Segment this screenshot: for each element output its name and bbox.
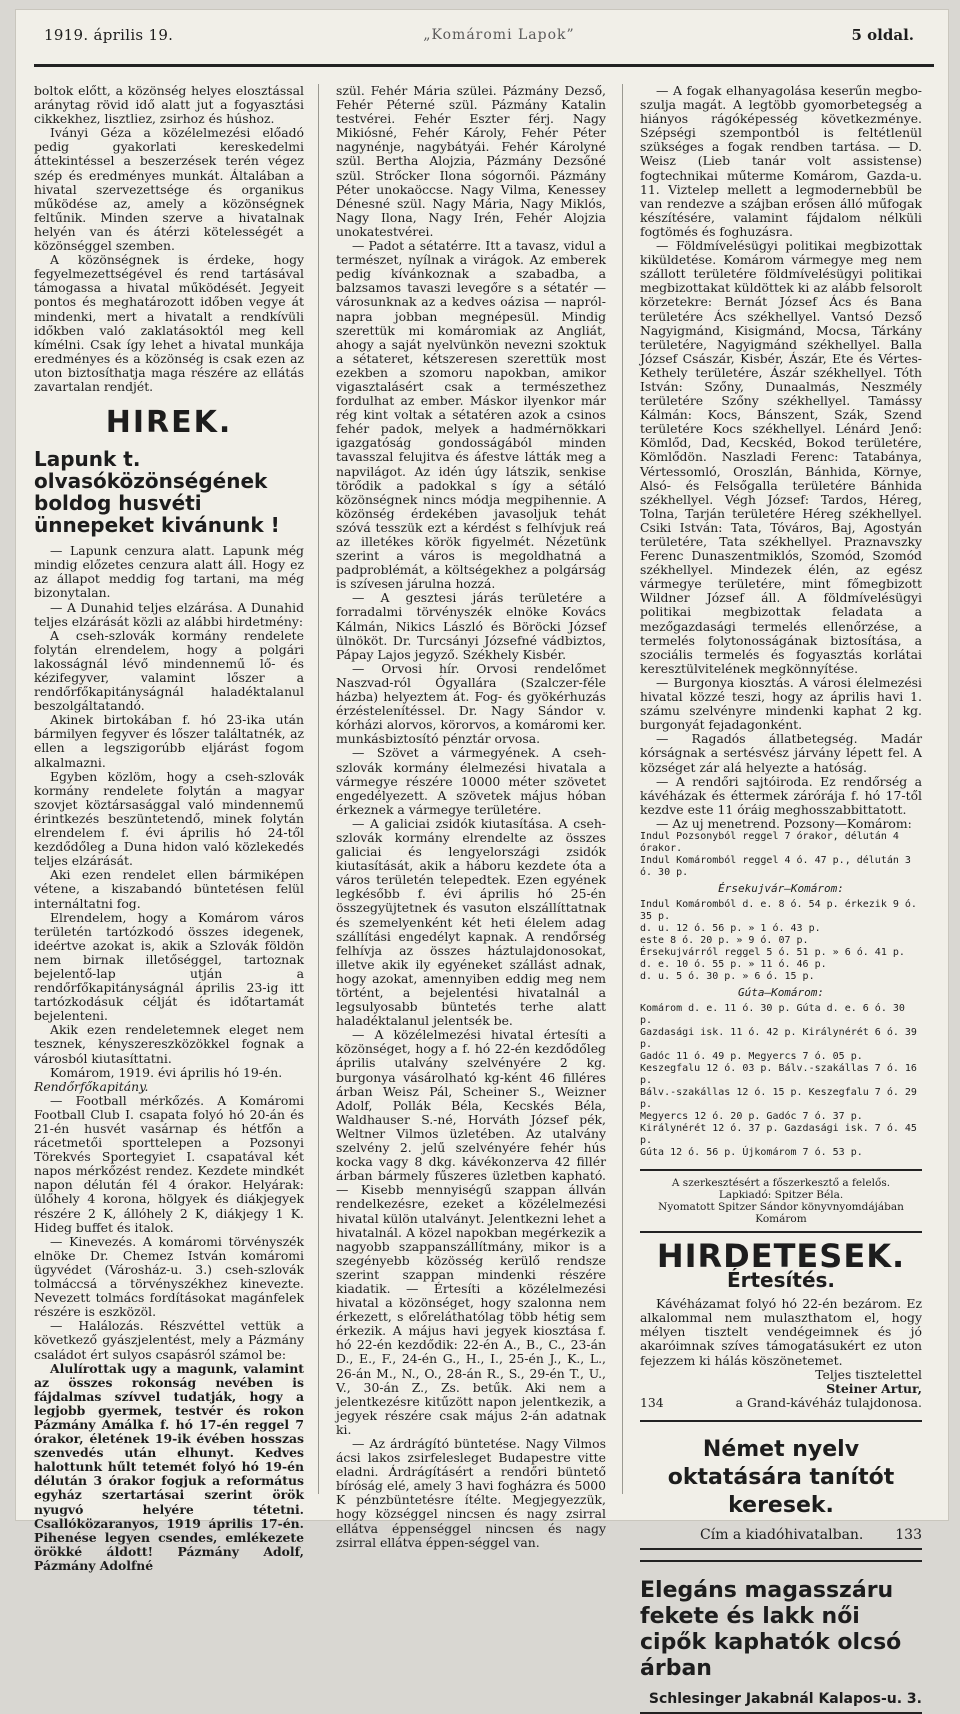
ad-shop: Schlesinger Jakabnál Kalapos-u. 3. [648,1691,922,1707]
paragraph: — A gesztesi járás területére a forradalmi törvényszék elnöke Kovács Kálmán, Nikics László és Böröcki József ülnököt. Dr. Turcsányi Józsefné vádbiztos, Pápay Lajos jegyző. Székhely Kisbér. [336,590,606,662]
paragraph: — Lapunk cenzura alatt. Lapunk még mindig előzetes cenzura alatt áll. Hogy ez az állapot meddig fog tartani, ma még bizonytalan. [34,543,304,601]
timetable-line: Gazdasági isk. 11 ó. 42 p. Királynérét 6 ó. 39 p. [640,1026,917,1050]
imprint-line: Nyomatott Spitzer Sándor könyvnyomdájában Komárom [658,1200,904,1225]
ad-number: 134 [640,1394,664,1410]
notice-heading: Értesítés. [726,1268,836,1293]
ad-teacher [640,1420,922,1550]
easter-greeting: Lapunk t. olvasóközönségének boldog husvéti ünnepeket kivánunk ! [34,447,280,538]
paragraph: — Kinevezés. A komáromi törvényszék elnöke Dr. Chemez István komáromi ügyvédet (Városház-u. 3.) cseh-szlovák tolmáccsá a törvényszékhez kinevezte. Nevezett tolmács fordításokat magánfelek részére is eszközöl. [34,1233,304,1320]
timetable-line: este 8 ó. 20 p. » 9 ó. 07 p. [640,934,809,946]
newspaper-title: „Komáromi Lapok” [423,27,575,43]
timetable-line: d. e. 10 ó. 55 p. » 11 ó. 46 p. [640,958,827,970]
paragraph: — Az árdrágító büntetése. Nagy Vilmos ácsi lakos zsirfelesleget Budapestre vitte eladni. Árdrágításért a rendőri büntető bíróság elé, amely 3 havi fogházra és 5000 K pénzbüntetésre ítélte. Megjegyezzük, hogy községgel nincsen és nagy zsirral ellátva éppenséggel nincsen és nagy zsirral ellátva éppen-séggel van. [336,1436,606,1550]
paragraph: — A galiciai zsidók kiutasítása. A cseh-szlovák kormány elrendelte az összes galiciai és lengyelországi zsidók kiutasítását, akik a háboru kezdete óta a város területén telepedtek. Ezen egyének legkésőbb f. évi április hó 25-én összegyüjtetnek és vasuton elszállíttatnak és szemelyenként két heti élelem adag szállítási engedélyt kapnak. A rendőrség felhívja az összes háztulajdonosokat, illetve akik ily egyéneket szállást adnak, hogy azokat, amennyiben eddig meg nem történt, a bejelentési hivatalnál a legsulyosabb büntetés terhe alatt haladéktalanul jelentsék be. [336,815,606,1029]
paragraph: Alulírottak ugy a magunk, valamint az összes rokonság nevében is fájdalmas szívvel tudatják, hogy a legjobb gyermek, testvér és rokon Pázmány Amálka f. hó 17-én reggel 7 órakor, életének 19-ik évében hosszas szenvedés után elhunyt. Kedves halottunk hűlt tetemét folyó hó 19-én délután 3 órakor fogjuk a református egyház szertartásai szerint örök nyugvó helyére tétetni. Csallóközaranyos, 1919 április 17-én. Pihenése legyen csendes, emlékezete örökké áldott! Pázmány Adolf, Pázmány Adolfné [34,1360,304,1573]
masthead [44,28,914,82]
timetable-line: d. u. 12 ó. 56 p. » 1 ó. 43 p. [640,922,821,934]
paragraph: — Football mérkőzés. A Komáromi Football Club I. csapata folyó hó 20-án és 21-én husvét vasárnap és hétfőn a rácetmetői sporttelepen a Pozsonyi Törekvés Sportegyiet I. csapatával két napos mérkőzést rendez. Kezdete mindkét napon délután fél 4 órakor. Helyárak: ülőhely 4 korona, hölgyek és diákjegyek részére 2 K, állóhely 2 K, diákjegy 1 K. Hideg buffet és italok. [34,1092,304,1235]
paragraph: szül. Fehér Mária szülei. Pázmány Dezső, Fehér Péterné szül. Pázmány Katalin testvérei. Fehér Eszter férj. Nagy Mikiósné, Fehér Károly, Fehér Péter nagynénje, nagybátyái. Fehér Károlyné szül. Bertha Alojzia, Pázmány Dezsőné szül. Strőcker Ilona sógornői. Pázmány Péter unokaöccse. Nagy Vilma, Kenessey Dénesné szül. Nagy Mária, Nagy Miklós, Nagy Ilona, Nagy Irén, Fehér Alojzia unokatestvérei. [336,83,606,239]
paragraph: Egyben közlöm, hogy a cseh-szlovák kormány rendelete folytán a magyar szovjet köztársasággal való mindennemű érintkezés beszüntetendő, minek folytán elrendelem f. évi április hó 24-től kezdődőleg a Duna hidon való közlekedés teljes elzárását. [34,768,304,869]
paragraph: — A rendőri sajtóiroda. Ez rendőrség a kávéházak és éttermek zárórája f. hó 17-től kezdve este 11 óráig meghosszabbittatott. [640,773,922,817]
ad-address: Cím a kiadóhivatalban. [700,1526,864,1543]
ad-headline: Német nyelv oktatására tanítót keresek. [667,1436,895,1518]
paragraph: Akik ezen rendeletemnek eleget nem tesznek, kényszereszközökkel fognak a városból kiutasíttatni. [34,1022,304,1066]
paragraph: A cseh-szlovák kormány rendelete folytán elrendelem, hogy a polgári lakosságnál lévő mindennemű lő- és kézifegyver, valamint lőszer a rendőrfőkapitányságnál haladéktalanul beszolgáltatandó. [34,627,304,714]
timetable-heading: Gúta—Komárom: [737,985,825,999]
paragraph: Aki ezen rendelet ellen bármiképen vétene, a kiszabandó büntetésen felül internáltatni fog. [34,867,304,911]
signoff-row [640,1396,922,1410]
paragraph: boltok előtt, a közönség helyes elosztással aránytag rövid idő alatt jut a fogyasztási cikkekhez, lisztliez, zsirhoz és húshoz. [34,83,304,127]
ad-headline: Elegáns magasszáru fekete és lakk női cipők kaphatók olcsó árban [640,1578,902,1681]
paragraph: Akinek birtokában f. hó 23-ika után bármilyen fegyver és lőszer találtatnék, az ellen a legszigorúbb eljárást fogom alkalmazni. [34,712,304,770]
signoff-line: a Grand-kávéház tulajdonosa. [735,1394,922,1410]
paragraph: Komárom, 1919. évi április hó 19-én. [50,1064,283,1080]
paragraph: A közönségnek is érdeke, hogy fegyelmezettségével és rend tartásával támogassa a hivatal működését. Jegyeit pontos és meghatározott időben vegye át mindenki, mert a hivatalt a rendkívüli időkben való zaklatásoktól meg kell kímélni. Csak így lehet a hivatal munkája eredményes és a közönség is csak ezen az uton biztosíthatja maga részére az ellátás zavartalan rendjét. [34,252,304,394]
newspaper-page [16,10,948,1707]
timetable-line: Királynérét 12 ó. 37 p. Gazdasági isk. 7 ó. 45 p. [640,1122,917,1146]
ad-footer [640,1528,922,1542]
timetable-line: Megyercs 12 ó. 20 p. Gadóc 7 ó. 37 p. [640,1110,863,1122]
timetable-line: Indul Komáromból d. e. 8 ó. 54 p. érkezik 9 ó. 35 p. [640,898,917,922]
timetable-heading: Érsekujvár—Komárom: [718,881,844,895]
paragraph: — A közélelmezési hivatal értesíti a közönséget, hogy a f. hó 22-én kezdődőleg április utalvány szelvényére 2 kg. burgonya vásárolható kg-ként 46 filléres árban Weisz Pál, Scheiner S., Weizner Adolf, Pollák Béla, Kecskés Béla, Waldhauser S.-né, Horváth József pék, Weltner Vilmos üzletében. Az utalvány szelvény 2. jelű szelvényére fehér hús kocka vagy 8 dkg. kávékonzerva 42 fillér árban bármely fűszeres üzletben kapható. — Kisebb mennyiségű szappan állván rendelkezésre, ezeket a közélelmezési hivatal külön utalványt. Jelentkezni lehet a hivatalnál. A közel napokban megérkezik a nagyobb szappanszállítmány, mikor is a szegényebb közösség kerülő rendsze szerint szappan mindenki részére kiadatik. — Értesíti a közélelmezési hivatal a közönséget, hogy szalonna nem érkezett, s előreláthatólag több hétig sem érkezik. A május havi jegyek kiosztása f. hó 22-én kezdődik: 22-én A., B., C., 23-án D., E., F., 24-én G., H., I., 25-én J., K., L., 26-án M., N., O., 28-án R., S., 29-én T., U., V., 30-án Z., Zs. betűk. Aki nem a jelentkezésre kitűzött napon jelentkezik, a jegyek részére csak május 2-án adatnak ki. [336,1027,606,1437]
column-divider [318,84,319,1494]
timetable-line: d. u. 5 ó. 30 p. » 6 ó. 15 p. [640,970,815,982]
column-1 [34,83,304,1573]
paragraph: — Ragadós állatbetegség. Madár kórságnak a sertésvész járvány lépett fel. A községet zár alá helyezte a hatóság. [640,731,922,775]
ad-number: 133 [895,1526,922,1543]
timetable-line: Indul Komáromból reggel 4 ó. 47 p., délután 3 ó. 30 p. [640,854,911,878]
section-heading-hirek: HIREK. [105,405,233,441]
paragraph: — A Dunahid teljes elzárása. A Dunahid teljes elzárását közli az alábbi hirdetmény: [34,599,304,629]
timetable-line: Keszegfalu 12 ó. 03 p. Bálv.-szakállas 7 ó. 16 p. [640,1062,917,1086]
section-heading-hirdetesek: HIRDETESEK. [656,1236,906,1275]
paragraph: — Szövet a vármegyének. A cseh-szlovák kormány élelmezési hivatala a vármegye részére 10000 méter szövetet engedélyezett. A szövetek május hóban érkeznek a vármegye területére. [336,745,606,817]
issue-date: 1919. április 19. [44,26,174,44]
paragraph: — Burgonya kiosztás. A városi élelmezési hivatal közzé teszi, hogy az április havi 1. számu szelvényre mindenki kaphat 2 kg. burgonyát fejadagonként. [640,674,922,733]
page-number: 5 oldal. [851,26,914,44]
paragraph: — Halálozás. Részvéttel vettük a következő gyászjelentést, mely a Pázmány családot ért sulyos csapásról számol be: [34,1318,304,1362]
timetable-line: Komárom d. e. 11 ó. 30 p. Gúta d. e. 6 ó. 30 p. [640,1002,905,1026]
timetable-line: Gadóc 11 ó. 49 p. Megyercs 7 ó. 05 p. [640,1050,863,1062]
masthead-rule [34,64,934,67]
signoff-line: Teljes tisztelettel [815,1366,922,1382]
paragraph: Iványi Géza a közélelmezési előadó pedig gyakorlati kereskedelmi áttekintéssel a beszerzések terén végez szép és eredményes munkát. Általában a hivatal szervezettsége és organikus működése az, amely a közönségnek feltűnik. Minden szerve a hivatalnak helyén van és átérzi kötelességét a közönséggel szemben. [34,125,304,254]
signoff-line: Steiner Artur, [826,1380,922,1396]
paragraph: — Padot a sétatérre. Itt a tavasz, vidul a természet, nyílnak a virágok. Az emberek pedig kívánkoznak a szabadba, a balzsamos tavaszi levegőre s a sétatér — városunknak az a kedves oázisa — napról-napra jobban megnépesül. Mindig szerettük mi komáromiak az Angliát, ahogy a saját nyelvünkön nevezni szoktuk a sétateret, kétszeresen szerettük most ezekben a szomoru napokban, amikor vigasztalásért csak a természethez fordulhat az ember. Máskor ilyenkor már rég kint voltak a sétatéren azok a csinos fehér padok, melyek a hadmérnökkari igazgatóság gondosságából minden tavasszal felujitva és áfestve látták meg a napvilágot. Az idén úgy látszik, senkise törődik a padokkal s így a sétáló közönségnek nincs módja megpihennie. A közönség érdekében javasoljuk tehát szóvá tesszük ezt a kérdést s felhívjuk reá az illetékes körök figyelmét. Nézetünk szerint a város is megoldhatná a padproblémát, a költségekhez a polgárság is szívesen járulna hozzá. [336,238,606,592]
ad-shoes [640,1560,922,1714]
notice-signoff [640,1368,922,1410]
paragraph: — Földmívelésügyi politikai megbizottak kiküldetése. Komárom vármegye meg nem szállott területére földmívelésügyi politikai megbizottakat küldöttek ki az alább felsorolt körzetekre: Bernát József Ács és Bana területére Ács székhellyel. Vantsó Dezső Nagyigmánd, Kisigmánd, Mocsa, Tárkány területére, Nagyigmánd székhellyel. Balla József Császár, Kisbér, Ászár, Ete és Vértes-Kethely területére, Ászár székhellyel. Tóth István: Szőny, Dunaalmás, Neszmély területére Szőny székhellyel. Tamássy Kálmán: Kocs, Bánszent, Szák, Szend területére Kocs székhellyel. Lénárd Jenő: Kömlőd, Dad, Kecskéd, Bokod területére, Kömlődön. Naszladi Ferenc: Tatabánya, Vértessomló, Oroszlán, Bánhida, Környe, Alsó- és Felsőgalla területére Bánhida székhellyel. Végh József: Tardos, Héreg, Tolna, Tarján területére Héreg székhellyel. Csiki István: Tata, Tóváros, Baj, Agostyán területére, Tata székhellyel. Praznavszky Ferenc Dunaszentmiklós, Szomód, Szomód székhellyel. Mindezek élén, az egész vármegye területére, mint főmegbizott Wildner József áll. A földmívelésügyi politikai megbizottak feladata a mezőgazdasági termelés ellenőrzése, a termelés folytonosságának biztosítása, a szociális termelés és fogyasztás korlátai keresztülvitelének megkönnyítése. [640,238,922,676]
column-2 [336,83,606,1550]
paragraph: — Az uj menetrend. Pozsony—Komárom: [656,815,912,831]
paragraph: — A fogak elhanyagolása keserűn megbo-szulja magát. A legtöbb gyomorbetegség a hiányos rágóképesség következménye. Szépségi szempontból is feltétlenül szükséges a fogak rendben tartása. — D. Weisz (Lieb tanár volt assistense) fogtechnikai műterme Komárom, Gazda-u. 11. Viztelep mellett a legmodernebbül be van rendezve a szájban erősen álló műfogak készítésére, valamint fájdalom nélküli fogtömés és foghuzásra. [640,83,922,239]
timetable-line: Érsekujvárról reggel 5 ó. 51 p. » 6 ó. 41 p. [640,946,905,958]
imprint-line: A szerkesztésért a főszerkesztő a felelős. [671,1176,891,1189]
column-3 [640,83,922,1707]
timetable [640,831,922,1159]
timetable-line: Bálv.-szakállas 12 ó. 15 p. Keszegfalu 7 ó. 29 p. [640,1086,917,1110]
paragraph: Elrendelem, hogy a Komárom város területén tartózkodó összes idegenek, ideértve azokat is, akik a Szlovák földön nem birnak illetőséggel, tartoznak bejelentő-lap utján a rendőrfőkapitányságnál április 23-ig itt tartózkodásuk célját és időtartamát bejelenteni. [34,909,304,1024]
paragraph: — Orvosi hír. Orvosi rendelőmet Naszvad-ról Ógyallára (Szalczer-féle házba) helyeztem át. Fog- és gyökérhuzás érzéstelenítéssel. Dr. Nagy Sándor v. kórházi alorvos, körorvos, a komáromi ker. munkásbiztosító pénztár orvosa. [336,660,606,747]
imprint-line: Lapkiadó: Spitzer Béla. [718,1188,844,1201]
imprint [640,1169,922,1233]
notice-text: Kávéházamat folyó hó 22-én bezárom. Ez alkalommal nem mulaszthatom el, hogy mélyen tisztelt vendégeimnek és jó akaróimnak szíves támogatásukért ez uton fejezzem ki hálás köszönetemet. [640,1296,922,1368]
timetable-line: Indul Pozsonyból reggel 7 órakor, délután 4 órakor. [640,830,899,854]
column-divider [622,84,623,1494]
timetable-line: Gúta 12 ó. 56 p. Újkomárom 7 ó. 53 p. [640,1146,863,1158]
signature: Rendőrfőkapitány. [34,1078,149,1094]
